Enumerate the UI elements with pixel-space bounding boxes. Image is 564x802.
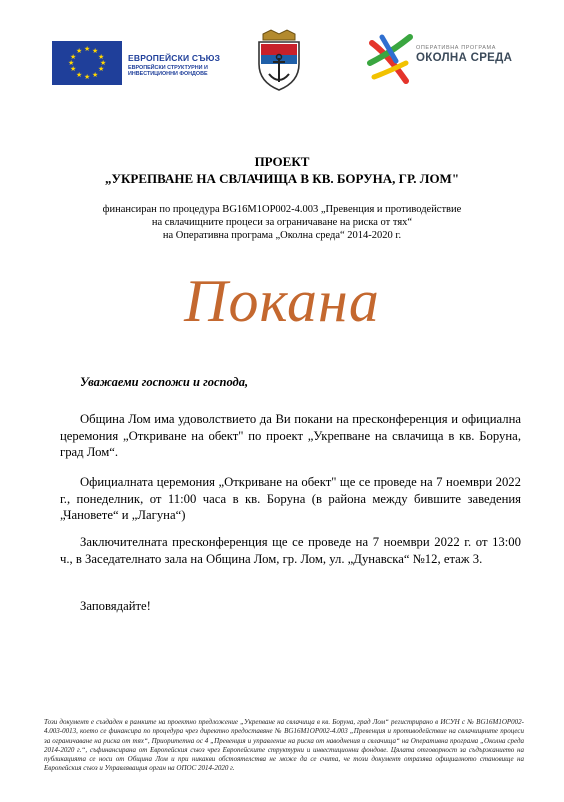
- op-small-label: ОПЕРАТИВНА ПРОГРАМА: [416, 45, 496, 51]
- funding-line-1: финансиран по процедура BG16M1OP002-4.003 „Превенция и противодействие: [102, 204, 462, 215]
- project-title: „УКРЕПВАНЕ НА СВЛАЧИЩА В КВ. БОРУНА, ГР. ЛОМ": [104, 171, 460, 186]
- footnote-disclaimer: Този документ е създаден в рамките на проектно предложение „Укрепване на свлачища в кв. Боруна, град Лом“ регистрирано в ИСУН с № BG16M1OP002-4.003-0013, което се финансира по процедура чрез директно предоставяне № BG16M1OP002-4.003 „Превенция и противодействие на свлачищните процеси за ограничаване на риска от тях“, Приоритетна ос 4 „Превенция и управление на риска от наводнения и свлачища“ на Оперативна програма „Околна среда 2014-2020 г.“, съфинансирана от Европейския съюз чрез Европейските структурни и инвестиционни фондове. Цялата отговорност за съдържанието на публикацията се носи от Община Лом и при никакви обстоятелства не може да се счита, че този документ отразява официалното становище на Европейския съюз и Управляващия орган на ОПОС 2014-2020 г.: [44, 718, 524, 773]
- op-environment-logo: [366, 33, 546, 89]
- lom-coat-of-arms-icon: [253, 28, 305, 92]
- paragraph-ceremony: Официалната церемония „Откриване на обект" ще се проведе на 7 ноември 2022 г., понеделник, от 11:00 часа в кв. Боруна (в района между бившите заведения „Чановете“ и „Лагуна“): [60, 475, 521, 522]
- funding-info: [0, 203, 564, 242]
- funding-line-3: на Оперативна програма „Околна среда“ 2014-2020 г.: [162, 230, 402, 241]
- eu-logo: [52, 41, 222, 85]
- greeting: Уважаеми госпожи и господа,: [80, 375, 249, 389]
- paragraph-press-conference: Заключителната пресконференция ще се проведе на 7 ноември 2022 г. от 13:00 ч., в Заседателнато зала на Община Лом, гр. Лом, ул. „Дунавска“ №12, етаж 3.: [60, 535, 521, 566]
- paragraph-invitation: Община Лом има удоволствието да Ви покани на пресконференция и официална церемония „Откриване на обект" по проект „Укрепване на свлачища в кв. Боруна, град Лом“.: [60, 412, 521, 459]
- eu-title: ЕВРОПЕЙСКИ СЪЮЗ: [128, 53, 221, 64]
- eu-subtitle-2: ИНВЕСТИЦИОННИ ФОНДОВЕ: [128, 70, 208, 77]
- eu-subtitle-1: ЕВРОПЕЙСКИ СТРУКТУРНИ И: [128, 64, 208, 71]
- funding-line-2: на свлачищните процеси за ограничаване на риска от тях“: [151, 217, 413, 228]
- op-big-label: ОКОЛНА СРЕДА: [416, 52, 513, 64]
- closing-line: Заповядайте!: [80, 599, 151, 613]
- eu-flag-icon: ★ ★ ★ ★ ★ ★ ★ ★ ★ ★ ★ ★: [52, 41, 122, 85]
- invitation-title: Покана: [184, 268, 380, 334]
- op-logo-text: [416, 45, 512, 64]
- eu-logo-text: [128, 48, 220, 77]
- project-heading: ПРОЕКТ: [254, 154, 310, 169]
